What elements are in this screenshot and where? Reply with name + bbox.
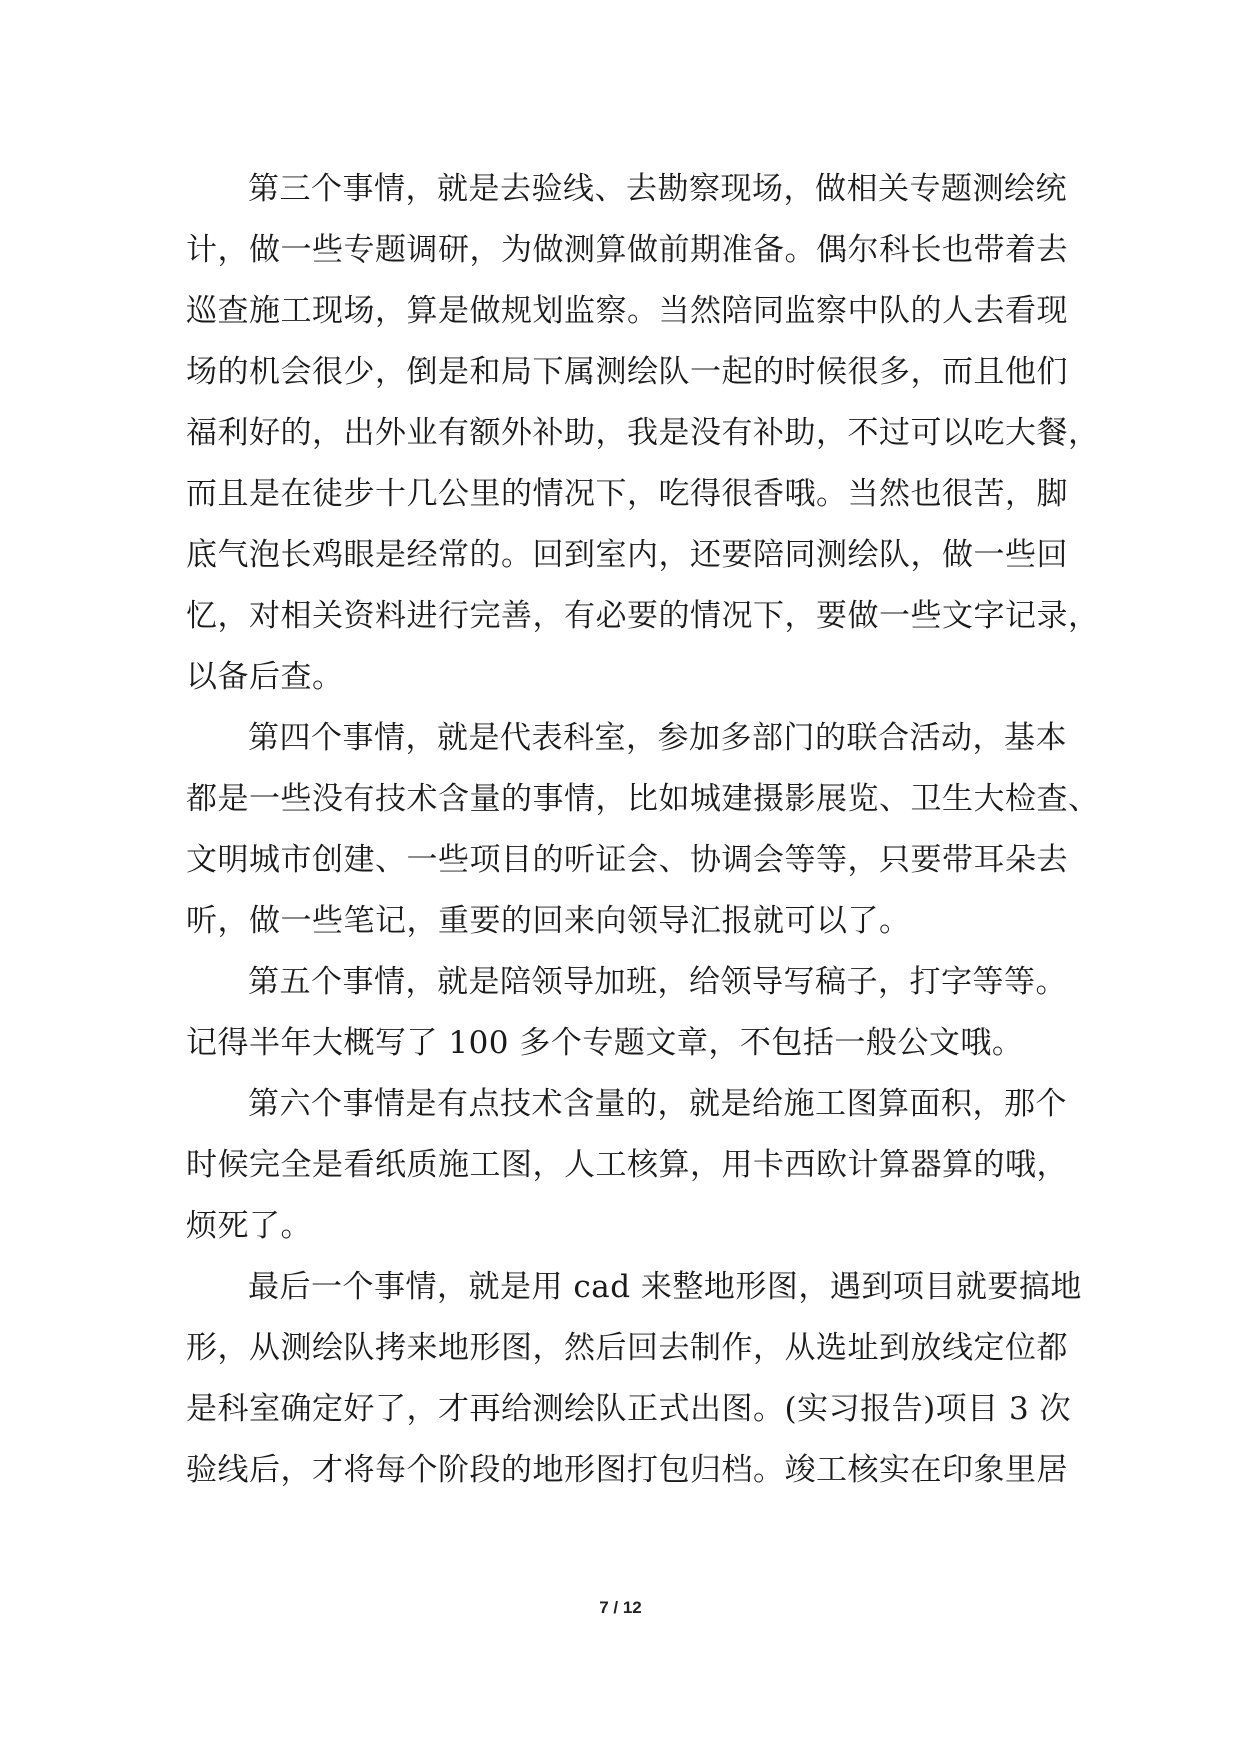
text-line: 是科室确定好了，才再给测绘队正式出图。(实习报告)项目 3 次 xyxy=(186,1391,1072,1427)
text-line: 形，从测绘队拷来地形图，然后回去制作，从选址到放线定位都 xyxy=(186,1330,1068,1366)
document-body xyxy=(186,159,1100,1501)
paragraph xyxy=(186,1074,1066,1257)
text-line: 验线后，才将每个阶段的地形图打包归档。竣工核实在印象里居 xyxy=(186,1452,1068,1488)
text-line: 而且是在徒步十几公里的情况下，吃得很香哦。当然也很苦，脚 xyxy=(186,476,1068,512)
text-line: 时候完全是看纸质施工图，人工核算，用卡西欧计算器算的哦， xyxy=(186,1147,1068,1183)
text-line: 记得半年大概写了 100 多个专题文章，不包括一般公文哦。 xyxy=(186,1025,1024,1061)
paragraph xyxy=(186,708,1100,952)
text-line: 福利好的，出外业有额外补助，我是没有补助，不过可以吃大餐， xyxy=(186,415,1100,451)
paragraph xyxy=(186,1257,1082,1501)
text-line: 第六个事情是有点技术含量的，就是给施工图算面积，那个 xyxy=(248,1086,1067,1122)
page-number: 7 / 12 xyxy=(599,1598,642,1617)
text-line: 都是一些没有技术含量的事情，比如城建摄影展览、卫生大检查、 xyxy=(186,781,1100,817)
paragraph xyxy=(186,159,1100,708)
text-line: 第五个事情，就是陪领导加班，给领导写稿子，打字等等。 xyxy=(248,964,1067,1000)
text-line: 听，做一些笔记，重要的回来向领导汇报就可以了。 xyxy=(186,903,911,939)
text-line: 场的机会很少，倒是和局下属测绘队一起的时候很多，而且他们 xyxy=(186,354,1068,390)
text-line: 以备后查。 xyxy=(186,659,344,695)
text-line: 最后一个事情，就是用 cad 来整地形图，遇到项目就要搞地 xyxy=(248,1269,1082,1305)
paragraph xyxy=(186,952,1066,1074)
text-line: 第三个事情，就是去验线、去勘察现场，做相关专题测绘统 xyxy=(248,171,1067,207)
text-line: 烦死了。 xyxy=(186,1208,312,1244)
text-line: 第四个事情，就是代表科室，参加多部门的联合活动，基本 xyxy=(248,720,1067,756)
text-line: 计，做一些专题调研，为做测算做前期准备。偶尔科长也带着去 xyxy=(186,232,1068,268)
text-line: 文明城市创建、一些项目的听证会、协调会等等，只要带耳朵去 xyxy=(186,842,1068,878)
text-line: 巡查施工现场，算是做规划监察。当然陪同监察中队的人去看现 xyxy=(186,293,1068,329)
text-line: 底气泡长鸡眼是经常的。回到室内，还要陪同测绘队，做一些回 xyxy=(186,537,1068,573)
text-line: 忆，对相关资料进行完善，有必要的情况下，要做一些文字记录， xyxy=(186,598,1100,634)
